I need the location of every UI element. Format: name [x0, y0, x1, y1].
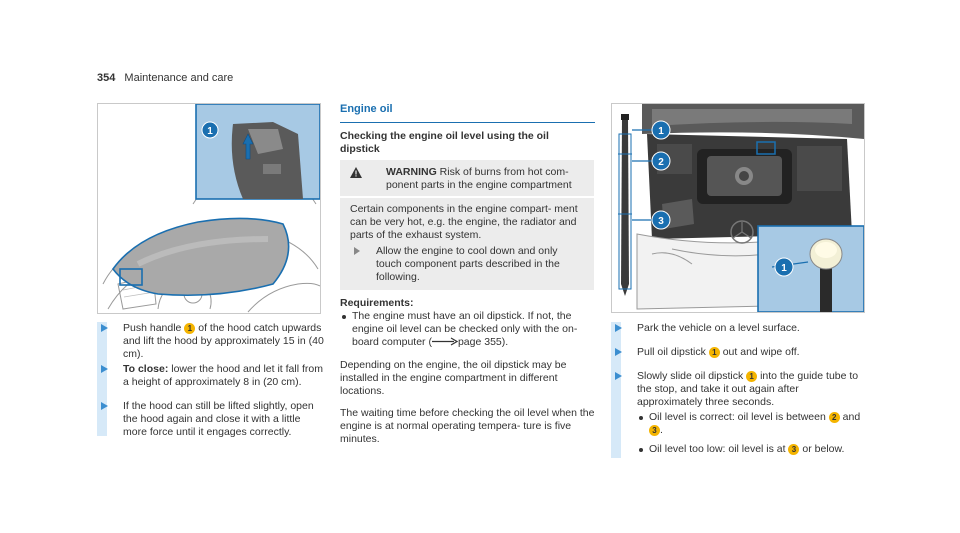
right-column: [611, 322, 861, 456]
step-close-hood: To close: lower the hood and let it fall from a height of approximately 8 in (20 cm).: [97, 363, 327, 389]
step-arrow-icon: [101, 402, 108, 410]
requirement-item: The engine must have an oil dipstick. If not, the engine oil level can be checked only with the on-board computer ( page 355).: [340, 310, 595, 349]
callout-badge: 3: [649, 425, 660, 436]
warning-body: Certain components in the engine compart- ment can be very hot, e.g. the engine, the radiator and parts of the exhaust system.: [350, 203, 578, 241]
warning-divider: [340, 196, 594, 198]
step-reclose-hood: If the hood can still be lifted slightly, open the hood again and close it with a little more force until it engages correctly.: [97, 400, 327, 439]
step-park-vehicle: Park the vehicle on a level surface.: [611, 322, 861, 335]
step-arrow-icon: [615, 348, 622, 356]
callout-badge: 3: [788, 444, 799, 455]
callout-badge: 2: [829, 412, 840, 423]
section-title: Engine oil: [340, 103, 393, 115]
running-header: [97, 72, 233, 84]
warning-label: WARNING: [386, 166, 437, 178]
warning-header: [350, 166, 588, 192]
middle-column: [340, 103, 595, 156]
engine-callout-2: 2: [658, 157, 664, 168]
callout-badge: 1: [709, 347, 720, 358]
page-number: 354: [97, 72, 116, 84]
callout-badge: 1: [184, 323, 195, 334]
requirements-block: [340, 297, 595, 446]
oil-level-results: [611, 411, 861, 456]
oil-level-low: Oil level too low: oil level is at 3 or below.: [637, 443, 861, 456]
section-name: Maintenance and care: [124, 72, 234, 84]
warning-headline: Risk of burns from hot com- ponent parts in the engine compartment: [386, 166, 572, 191]
hood-figure: [97, 103, 321, 314]
step-push-handle: Push handle 1 of the hood catch upwards and lift the hood by approximately 15 in (40 cm).: [97, 322, 327, 361]
engine-callout-1: 1: [658, 126, 664, 137]
inset-callout-1: 1: [781, 263, 787, 274]
step-arrow-icon: [615, 372, 622, 380]
requirements-title: Requirements:: [340, 297, 414, 309]
step-slide-dipstick: Slowly slide oil dipstick 1 into the guide tube to the stop, and take it out again after approximately three seconds.: [611, 370, 861, 409]
left-column: [97, 322, 327, 450]
callout-badge: 1: [746, 371, 757, 382]
engine-callout-3: 3: [658, 216, 664, 227]
subsection-title: Checking the engine oil level using the oil dipstick: [340, 130, 549, 155]
dipstick-location-paragraph: Depending on the engine, the oil dipstick may be installed in the engine compartment in different locations.: [340, 359, 567, 397]
oil-level-correct: Oil level is correct: oil level is between 2 and 3 .: [637, 411, 861, 437]
page-reference-link[interactable]: page 355: [457, 336, 502, 348]
engine-compartment-illustration: [612, 104, 864, 312]
step-pull-dipstick: Pull oil dipstick 1 out and wipe off.: [611, 346, 861, 359]
step-arrow-icon: [615, 324, 622, 332]
page-reference-arrow-icon: [432, 337, 458, 346]
warning-step: Allow the engine to cool down and only touch component parts described in the following.: [350, 245, 586, 284]
step-arrow-icon: [354, 247, 360, 255]
step-arrow-icon: [101, 324, 108, 332]
step-arrow-icon: [101, 365, 108, 373]
waiting-time-paragraph: The waiting time before checking the oil level when the engine is at normal operating tempera- ture is five minutes.: [340, 407, 595, 445]
engine-figure: [611, 103, 865, 313]
hood-callout-1: 1: [207, 126, 213, 137]
warning-box: [340, 160, 594, 290]
hood-illustration: [98, 104, 320, 313]
warning-triangle-icon: [350, 167, 362, 182]
section-rule: [340, 122, 595, 123]
